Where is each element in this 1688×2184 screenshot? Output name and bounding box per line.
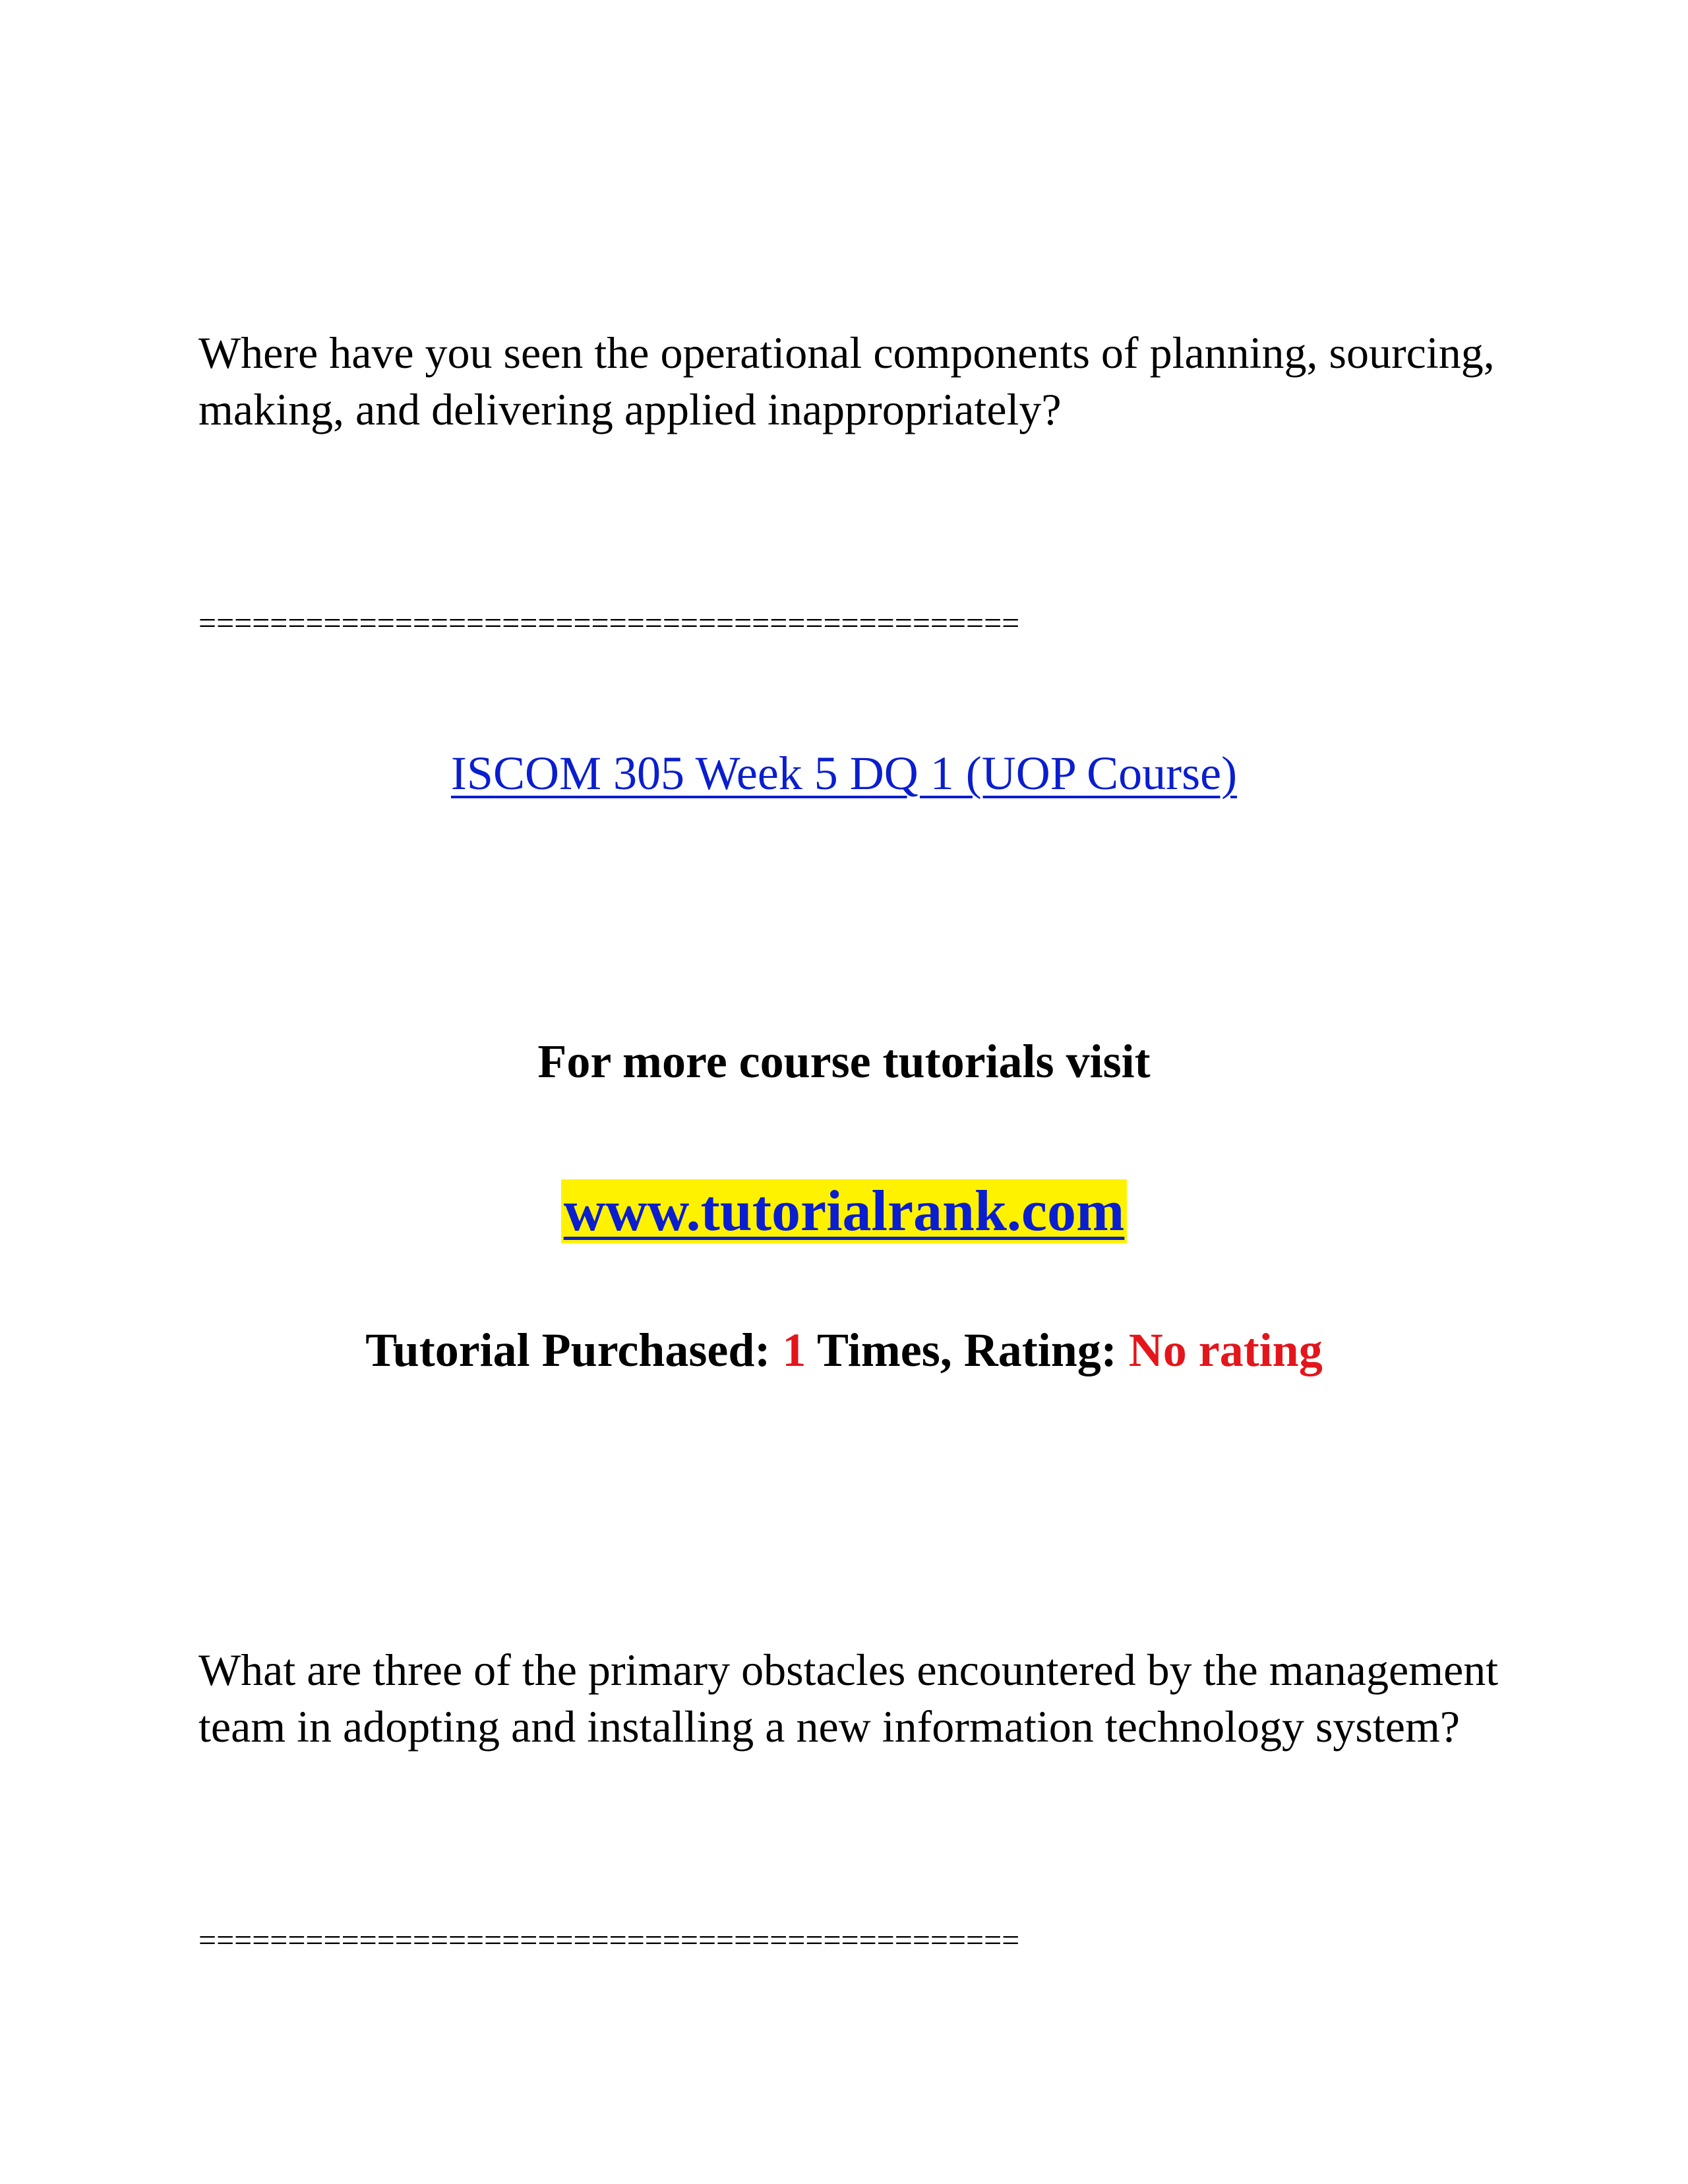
course-link-row [0,745,1688,802]
question-paragraph [198,324,1517,438]
separator-line: ============================================== [198,1923,1020,1958]
site-link-row [0,1178,1688,1245]
promo-heading: For more course tutorials visit [537,1035,1151,1088]
question-line: team in adopting and installing a new information technology system? [198,1701,1461,1752]
purchased-label: Tutorial Purchased: [365,1324,771,1376]
question-paragraph [198,1641,1517,1755]
rating-value: No rating [1128,1324,1323,1376]
question-line: What are three of the primary obstacles encountered by the management [198,1645,1499,1695]
question-line: making, and delivering applied inappropriately? [198,384,1062,434]
times-rating-label: Times, Rating: [817,1324,1117,1376]
course-link[interactable]: ISCOM 305 Week 5 DQ 1 (UOP Course) [450,747,1238,800]
site-link[interactable]: www.tutorialrank.com [561,1179,1128,1243]
purchased-count: 1 [782,1324,806,1376]
question-line: Where have you seen the operational components of planning, sourcing, [198,328,1495,378]
tutorial-stats [0,1322,1688,1378]
separator-line: ============================================== [198,606,1020,641]
